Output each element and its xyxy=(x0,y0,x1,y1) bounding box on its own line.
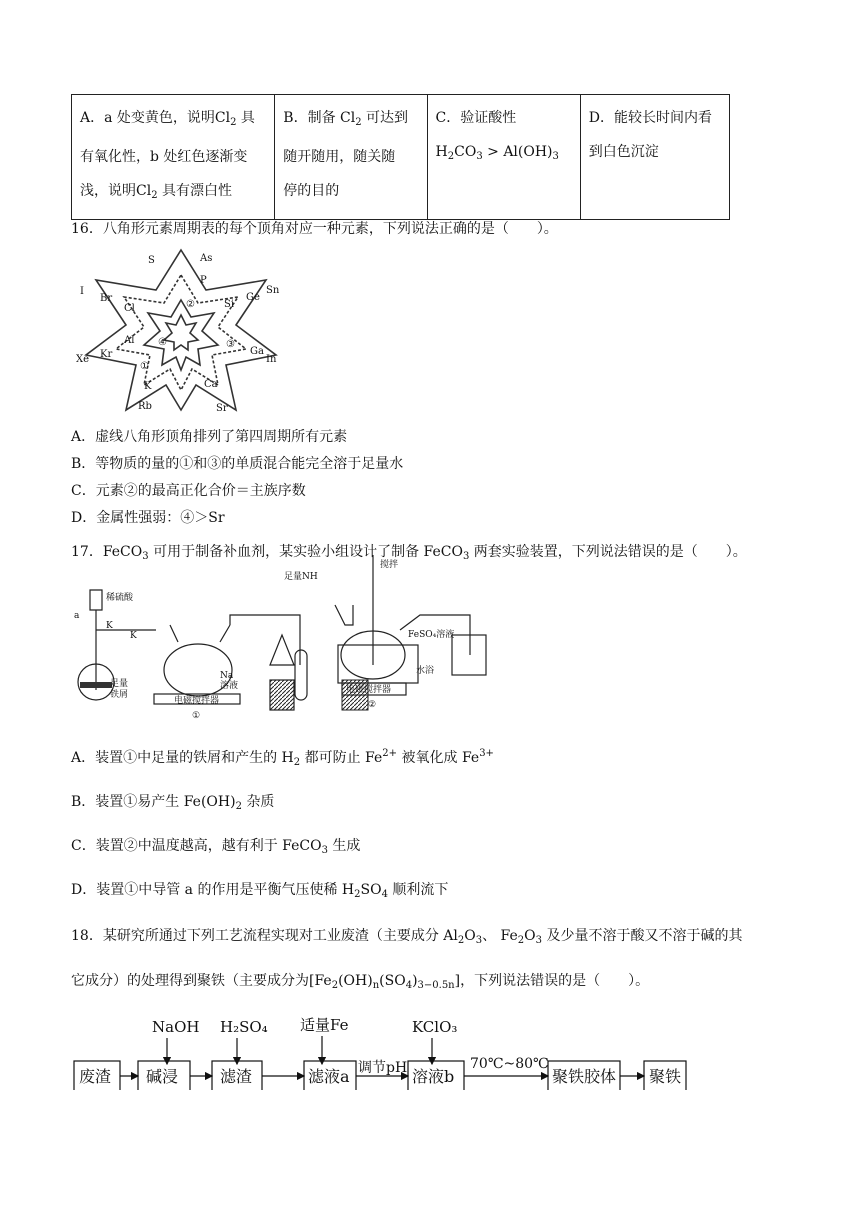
label-Br: Br xyxy=(100,293,113,304)
label-In: In xyxy=(266,354,277,365)
label-Si: Si xyxy=(224,299,235,310)
question-17-option-d[interactable]: D．装置①中导管 a 的作用是平衡气压使稀 $H_2SO_4$ 顺利流下 xyxy=(71,882,449,900)
label-S: S xyxy=(148,255,155,266)
label-K: K xyxy=(144,381,152,392)
flow-box-alkali-leach: 碱浸 xyxy=(146,1067,179,1086)
svg-text:①: ① xyxy=(192,711,201,720)
flow-box-filtrate-a: 滤液a xyxy=(308,1067,350,1086)
question-18-stem-line2: 它成分）的处理得到聚铁（主要成分为$[Fe_2(OH)_n(SO_4)_{3-0.5n}]$，下列说法错误的是（ ）。 xyxy=(71,973,650,991)
table-option-d: D．能较长时间内看 到白色沉淀 xyxy=(580,95,729,220)
flow-box-residue: 滤渣 xyxy=(220,1067,253,1086)
apparatus-figure-2 xyxy=(280,555,500,720)
table-option-a: A．a 处变黄色，说明$Cl_2$ 具 有氧化性，b 处红色逐渐变 浅，说明$Cl_2$ 具有漂白性 xyxy=(72,95,275,220)
question-17-option-c[interactable]: C．装置②中温度越高，越有利于 FeCO$_3$ 生成 xyxy=(71,838,361,856)
label-Cl: Cl xyxy=(124,303,135,314)
svg-text:搅拌: 搅拌 xyxy=(380,560,399,570)
svg-text:FeSO₄溶液: FeSO₄溶液 xyxy=(408,630,455,640)
label-Ga: Ga xyxy=(250,346,264,357)
label-Ca: Ca xyxy=(204,379,218,390)
option-table xyxy=(71,94,730,220)
svg-text:足量: 足量 xyxy=(110,679,129,689)
svg-text:铁屑: 铁屑 xyxy=(110,690,129,700)
flow-step-adjust-ph: 调节pH xyxy=(358,1060,408,1076)
question-18-stem-line1: 18．某研究所通过下列工艺流程实现对工业废渣（主要成分 $Al_2O_3$、 $Fe_2O_3$ 及少量不溶于酸又不溶于碱的其 xyxy=(71,928,743,946)
svg-text:K: K xyxy=(130,631,137,641)
svg-text:a: a xyxy=(74,611,80,621)
reagent-fe: 适量Fe xyxy=(300,1016,349,1034)
svg-text:K: K xyxy=(106,621,113,631)
svg-text:电磁搅拌器: 电磁搅拌器 xyxy=(174,696,220,706)
label-Al: Al xyxy=(124,335,135,346)
label-circle-1: ① xyxy=(140,361,149,372)
question-17-option-a[interactable]: A．装置①中足量的铁屑和产生的 $H_2$ 都可防止 $Fe^{2+}$ 被氧化成 $Fe^{3+}$ xyxy=(71,748,494,768)
reagent-h2so4: H₂SO₄ xyxy=(220,1018,268,1036)
table-option-b: B．制备 $Cl_2$ 可达到 随开随用，随关随 停的目的 xyxy=(275,95,427,220)
label-P: P xyxy=(200,275,207,286)
label-circle-2: ② xyxy=(186,299,195,310)
question-16-option-b[interactable]: B．等物质的量的①和③的单质混合能完全溶于足量水 xyxy=(71,456,404,472)
reagent-naoh: NaOH xyxy=(152,1018,200,1036)
flow-box-waste: 废渣 xyxy=(79,1067,112,1086)
svg-text:水浴: 水浴 xyxy=(416,666,435,676)
question-16-option-d[interactable]: D．金属性强弱：④＞Sr xyxy=(71,510,225,526)
svg-text:稀硫酸: 稀硫酸 xyxy=(106,593,134,603)
question-16-stem: 16．八角形元素周期表的每个顶角对应一种元素，下列说法正确的是（ ）。 xyxy=(71,221,558,237)
flow-box-colloid: 聚铁胶体 xyxy=(552,1067,617,1086)
svg-text:电磁搅拌器: 电磁搅拌器 xyxy=(346,685,392,695)
question-16-option-c[interactable]: C．元素②的最高正化合价＝主族序数 xyxy=(71,483,306,499)
label-Sn: Sn xyxy=(266,285,280,296)
table-option-c: C．验证酸性 $H_2CO_3 > Al(OH)_3$ xyxy=(427,95,580,220)
flow-box-solution-b: 溶液b xyxy=(412,1067,455,1086)
label-I: I xyxy=(80,286,84,297)
question-17-option-b[interactable]: B．装置①易产生 $Fe(OH)_2$ 杂质 xyxy=(71,794,275,812)
flow-step-temperature: 70℃~80℃ xyxy=(470,1056,549,1072)
label-circle-4: ④ xyxy=(158,337,167,348)
svg-text:Na: Na xyxy=(220,671,234,681)
question-17-stem: 17．FeCO$_3$ 可用于制备补血剂，某实验小组设计了制备 FeCO$_3$ 两套实验装置，下列说法错误的是（ ）。 xyxy=(71,544,747,562)
label-As: As xyxy=(200,253,213,264)
process-flow-diagram xyxy=(72,1010,712,1090)
label-Xe: Xe xyxy=(76,354,90,365)
reagent-kclo3: KClO₃ xyxy=(412,1018,458,1036)
label-Kr: Kr xyxy=(100,349,113,360)
label-circle-3: ③ xyxy=(226,339,235,350)
svg-text:足量NH: 足量NH xyxy=(284,572,318,582)
octagram-periodic-table-figure xyxy=(76,245,286,415)
label-Ge: Ge xyxy=(246,292,260,303)
label-Rb: Rb xyxy=(138,401,152,412)
svg-text:②: ② xyxy=(368,700,377,710)
flow-box-polyiron: 聚铁 xyxy=(649,1067,682,1086)
svg-text:溶液: 溶液 xyxy=(220,681,239,691)
question-16-option-a[interactable]: A．虚线八角形顶角排列了第四周期所有元素 xyxy=(71,429,348,445)
label-Sr: Sr xyxy=(216,403,228,414)
